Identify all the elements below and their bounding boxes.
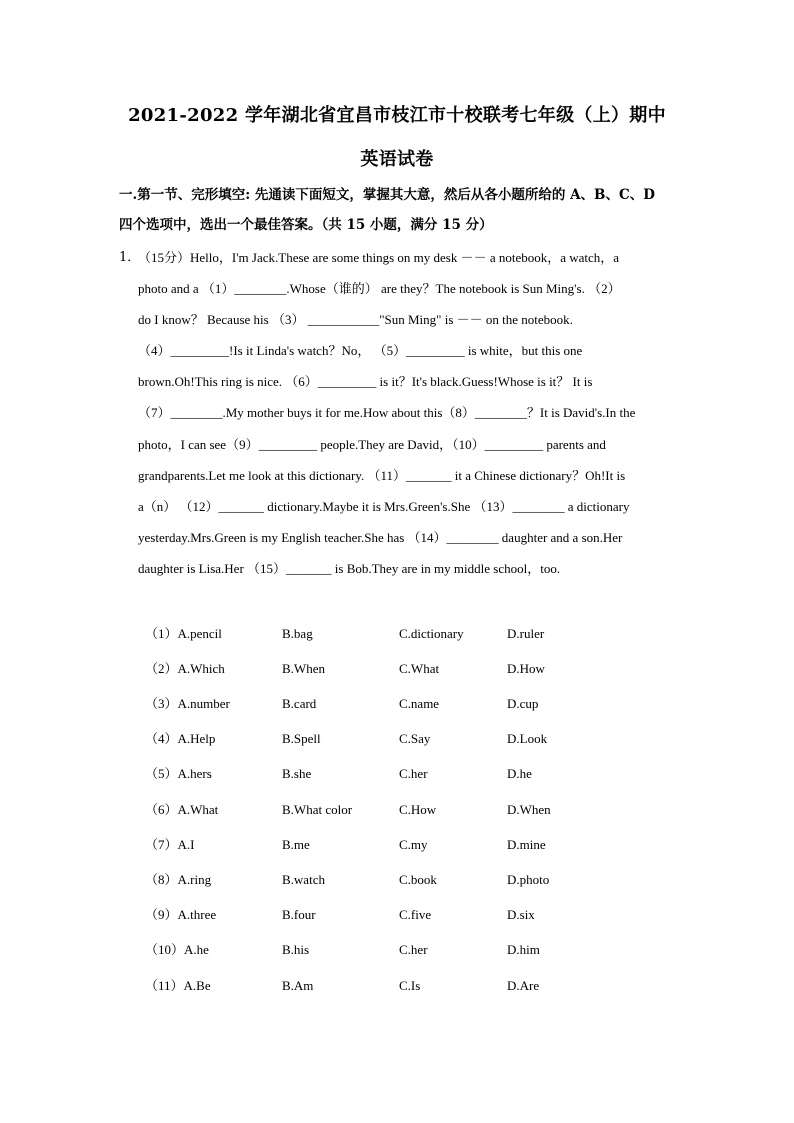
option-d: D.ruler — [507, 626, 545, 641]
passage-line: photo and a （1）________.Whose（谁的） are they？The notebook is Sun Ming's. （2） — [138, 281, 621, 296]
option-a: （2）A.Which — [145, 661, 225, 676]
option-a: （7）A.I — [145, 837, 195, 852]
option-b: B.me — [282, 837, 310, 852]
option-c: C.name — [399, 696, 440, 711]
section-instruction-line-2: 四个选项中，选出一个最佳答案。（共 15 小题，满分 15 分） — [119, 217, 493, 233]
passage-line: （4）_________!Is it Linda's watch？No， （5）_________ is white，but this one — [138, 343, 583, 358]
option-d: D.Are — [507, 978, 540, 993]
section-instruction-line-1: 一.第一节、完形填空: 先通读下面短文，掌握其大意，然后从各小题所给的 A、B、C、D — [119, 187, 655, 203]
option-d: D.photo — [507, 872, 550, 887]
option-c: C.dictionary — [399, 626, 464, 641]
option-a: （1）A.pencil — [145, 626, 222, 641]
passage-line: a（n） （12）_______ dictionary.Maybe it is Mrs.Green's.She （13）________ a dictionary — [138, 499, 630, 514]
document-title-line-1: 2021-2022 学年湖北省宜昌市枝江市十校联考七年级（上）期中 — [128, 105, 666, 126]
passage-line: （7）________.My mother buys it for me.How about this（8）________？It is David's.In the — [138, 405, 636, 420]
option-c: C.her — [399, 942, 428, 957]
option-a: （9）A.three — [145, 907, 217, 922]
option-b: B.his — [282, 942, 310, 957]
option-a: （4）A.Help — [145, 731, 216, 746]
option-c: C.my — [399, 837, 428, 852]
option-b: B.Am — [282, 978, 314, 993]
option-d: D.When — [507, 802, 551, 817]
option-d: D.cup — [507, 696, 539, 711]
passage-line: photo，I can see（9）_________ people.They are David，（10）_________ parents and — [138, 437, 606, 452]
option-d: D.How — [507, 661, 545, 676]
option-b: B.When — [282, 661, 325, 676]
option-b: B.card — [282, 696, 317, 711]
option-c: C.What — [399, 661, 440, 676]
passage-line: yesterday.Mrs.Green is my English teacher.She has （14）________ daughter and a son.Her — [138, 530, 623, 545]
option-a: （3）A.number — [145, 696, 230, 711]
option-c: C.five — [399, 907, 432, 922]
option-d: D.him — [507, 942, 540, 957]
passage-line: grandparents.Let me look at this dictionary. （11）_______ it a Chinese dictionary？Oh!It is — [138, 468, 626, 483]
option-b: B.Spell — [282, 731, 321, 746]
option-a: （11）A.Be — [145, 978, 211, 993]
option-d: D.six — [507, 907, 535, 922]
option-c: C.Is — [399, 978, 421, 993]
passage-line: （15分）Hello，I'm Jack.These are some things on my desk －－ a notebook，a watch，a — [138, 250, 620, 265]
option-a: （8）A.ring — [145, 872, 212, 887]
option-b: B.What color — [282, 802, 353, 817]
passage-line: do I know？ Because his （3） ___________"Sun Ming" is －－ on the notebook. — [138, 312, 573, 327]
passage-line: daughter is Lisa.Her （15）_______ is Bob.They are in my middle school，too. — [138, 561, 561, 576]
option-d: D.Look — [507, 731, 548, 746]
option-d: D.he — [507, 766, 532, 781]
document-title-line-2: 英语试卷 — [360, 149, 434, 170]
option-c: C.How — [399, 802, 437, 817]
option-c: C.book — [399, 872, 437, 887]
passage-line: brown.Oh!This ring is nice. （6）_________ is it？It's black.Guess!Whose is it？ It is — [138, 374, 593, 389]
option-a: （5）A.hers — [145, 766, 212, 781]
option-a: （6）A.What — [145, 802, 219, 817]
option-b: B.watch — [282, 872, 325, 887]
option-c: C.her — [399, 766, 428, 781]
option-b: B.four — [282, 907, 316, 922]
option-d: D.mine — [507, 837, 546, 852]
question-number: 1． — [119, 250, 141, 265]
option-b: B.bag — [282, 626, 313, 641]
option-c: C.Say — [399, 731, 431, 746]
option-a: （10）A.he — [145, 942, 209, 957]
option-b: B.she — [282, 766, 312, 781]
